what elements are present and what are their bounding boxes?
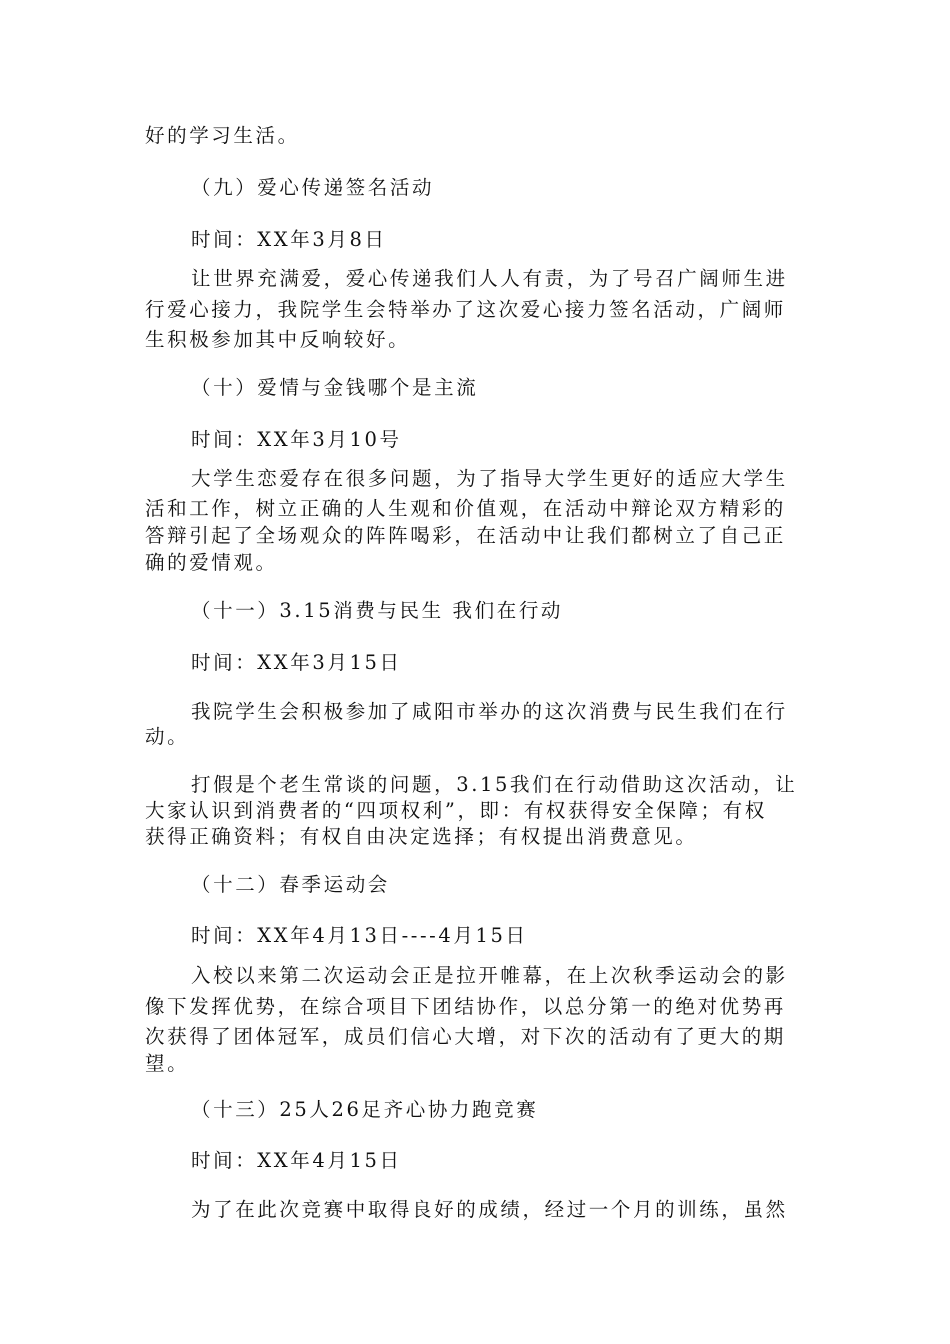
section-heading: （十三）25人26足齐心协力跑竞赛	[191, 1098, 539, 1121]
text-line: 像下发挥优势，在综合项目下团结协作，以总分第一的绝对优势再	[145, 995, 786, 1018]
section-heading: （十二）春季运动会	[191, 873, 390, 896]
date-line: 时间：XX年4月15日	[191, 1149, 402, 1172]
section-heading: （九）爱心传递签名活动	[191, 176, 435, 199]
text-line: 入校以来第二次运动会正是拉开帷幕，在上次秋季运动会的影	[191, 964, 788, 987]
text-line: 让世界充满爱，爱心传递我们人人有责，为了号召广阔师生进	[191, 267, 788, 290]
section-heading: （十一）3.15消费与民生 我们在行动	[191, 599, 564, 622]
date-line: 时间：XX年3月15日	[191, 651, 402, 674]
text-line: 动。	[145, 725, 190, 748]
text-line: 为了在此次竞赛中取得良好的成绩，经过一个月的训练，虽然	[191, 1198, 788, 1221]
text-line: 大学生恋爱存在很多问题，为了指导大学生更好的适应大学生	[191, 467, 788, 490]
text-line: 次获得了团体冠军，成员们信心大增，对下次的活动有了更大的期	[145, 1025, 786, 1048]
date-line: 时间：XX年4月13日----4月15日	[191, 924, 528, 947]
date-line: 时间：XX年3月10号	[191, 428, 402, 451]
text-line: 答辩引起了全场观众的阵阵喝彩，在活动中让我们都树立了自己正	[145, 524, 786, 547]
text-line: 好的学习生活。	[145, 124, 300, 147]
text-line: 我院学生会积极参加了咸阳市举办的这次消费与民生我们在行	[191, 700, 788, 723]
text-line: 望。	[145, 1052, 190, 1075]
text-line: 获得正确资料；有权自由决定选择；有权提出消费意见。	[145, 825, 698, 848]
section-heading: （十）爱情与金钱哪个是主流	[191, 376, 479, 399]
text-line: 打假是个老生常谈的问题，3.15我们在行动借助这次活动，让	[191, 773, 798, 796]
text-line: 生积极参加其中反响较好。	[145, 328, 411, 351]
text-line: 行爱心接力，我院学生会特举办了这次爱心接力签名活动，广阔师	[145, 298, 786, 321]
text-line: 活和工作，树立正确的人生观和价值观，在活动中辩论双方精彩的	[145, 497, 786, 520]
text-line: 确的爱情观。	[145, 551, 278, 574]
date-line: 时间：XX年3月8日	[191, 228, 387, 251]
text-line: 大家认识到消费者的“四项权利”，即：有权获得安全保障；有权	[145, 799, 767, 822]
